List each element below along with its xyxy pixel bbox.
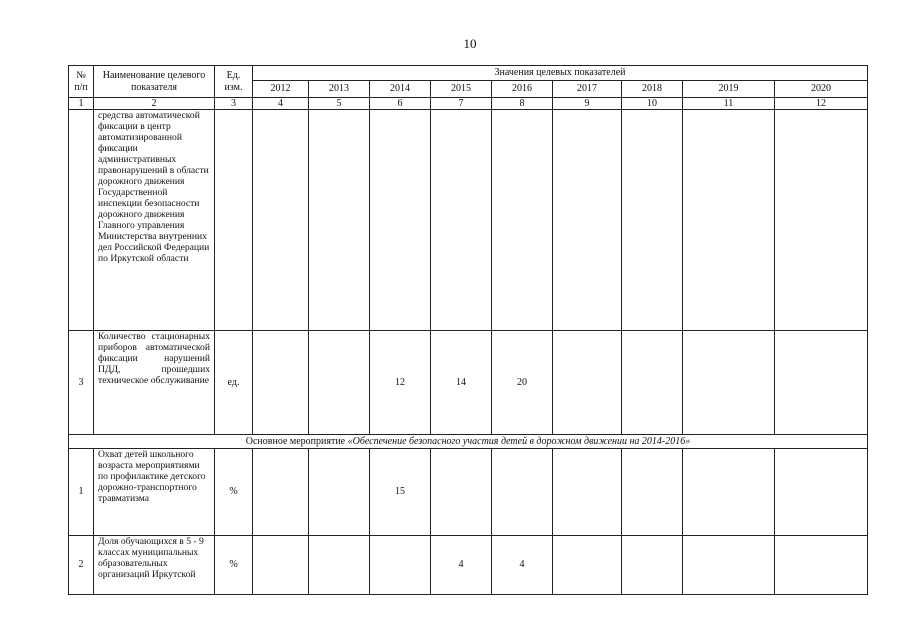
column-number: 9 <box>553 98 622 110</box>
table-row <box>69 536 868 595</box>
page-number: 10 <box>463 36 477 51</box>
value-cell <box>553 331 622 435</box>
row-unit: % <box>215 536 253 595</box>
header-num: № п/п <box>69 66 94 98</box>
column-number: 8 <box>492 98 553 110</box>
column-number: 12 <box>775 98 868 110</box>
value-cell: 15 <box>370 449 431 536</box>
value-cell <box>253 331 309 435</box>
target-indicators-table <box>68 65 868 595</box>
column-number: 4 <box>253 98 309 110</box>
value-cell <box>253 536 309 595</box>
year-cell: 2016 <box>492 81 553 98</box>
column-number-row <box>69 98 868 110</box>
value-cell: 14 <box>431 331 492 435</box>
value-cell <box>309 536 370 595</box>
year-cell: 2015 <box>431 81 492 98</box>
year-cell: 2020 <box>775 81 868 98</box>
value-cell <box>492 110 553 331</box>
row-num: 3 <box>69 331 94 435</box>
value-cell <box>683 449 775 536</box>
value-cell <box>553 110 622 331</box>
column-number: 7 <box>431 98 492 110</box>
table-row <box>69 331 868 435</box>
value-cell: 4 <box>492 536 553 595</box>
year-cell: 2019 <box>683 81 775 98</box>
value-cell <box>775 449 868 536</box>
indicator-name: Доля обучающихся в 5 - 9 классах муниципальных образовательных организаций Иркутской <box>94 536 215 595</box>
row-unit <box>215 110 253 331</box>
value-cell <box>622 536 683 595</box>
value-cell <box>622 449 683 536</box>
row-num: 1 <box>69 449 94 536</box>
column-number: 5 <box>309 98 370 110</box>
value-cell <box>683 110 775 331</box>
indicator-name: Охват детей школьного возраста мероприятиями по профилактике детского дорожно-транспортного травматизма <box>94 449 215 536</box>
value-cell <box>775 536 868 595</box>
value-cell: 20 <box>492 331 553 435</box>
section-row <box>69 435 868 449</box>
value-cell <box>622 110 683 331</box>
value-cell <box>253 449 309 536</box>
row-unit: % <box>215 449 253 536</box>
row-num <box>69 110 94 331</box>
column-number: 6 <box>370 98 431 110</box>
year-cell: 2014 <box>370 81 431 98</box>
value-cell <box>370 536 431 595</box>
header-unit: Ед. изм. <box>215 66 253 98</box>
value-cell <box>683 536 775 595</box>
value-cell: 4 <box>431 536 492 595</box>
value-cell <box>622 331 683 435</box>
value-cell <box>309 331 370 435</box>
value-cell <box>775 331 868 435</box>
year-cell: 2013 <box>309 81 370 98</box>
column-number: 3 <box>215 98 253 110</box>
year-cell: 2012 <box>253 81 309 98</box>
value-cell <box>309 110 370 331</box>
section-heading <box>69 435 868 449</box>
value-cell <box>553 536 622 595</box>
section-prefix: Основное мероприятие <box>245 435 348 447</box>
value-cell <box>492 449 553 536</box>
value-cell <box>309 449 370 536</box>
column-number: 2 <box>94 98 215 110</box>
section-title: «Обеспечение безопасного участия детей в дорожном движении на 2014-2016» <box>347 435 691 447</box>
row-unit: ед. <box>215 331 253 435</box>
table-row <box>69 449 868 536</box>
value-cell <box>253 110 309 331</box>
row-num: 2 <box>69 536 94 595</box>
value-cell <box>683 331 775 435</box>
column-number: 10 <box>622 98 683 110</box>
indicator-name: Количество стационарных приборов автоматической фиксации нарушений ПДД, прошедших техническое обслуживание <box>94 331 215 435</box>
year-cell: 2018 <box>622 81 683 98</box>
column-number: 11 <box>683 98 775 110</box>
value-cell: 12 <box>370 331 431 435</box>
value-cell <box>431 449 492 536</box>
indicator-name: средства автоматической фиксации в центр автоматизированной фиксации административных правонарушений в области дорожного движения Государственной инспекции безопасности дорожного движения Главного управления Министерства внутренних дел Российской Федерации по Иркутской области <box>94 110 215 331</box>
table-row <box>69 110 868 331</box>
year-cell: 2017 <box>553 81 622 98</box>
value-cell <box>775 110 868 331</box>
value-cell <box>370 110 431 331</box>
value-cell <box>431 110 492 331</box>
header-values: Значения целевых показателей <box>253 66 868 81</box>
header-name: Наименование целевого показателя <box>94 66 215 98</box>
value-cell <box>553 449 622 536</box>
column-number: 1 <box>69 98 94 110</box>
header-row <box>69 66 868 81</box>
